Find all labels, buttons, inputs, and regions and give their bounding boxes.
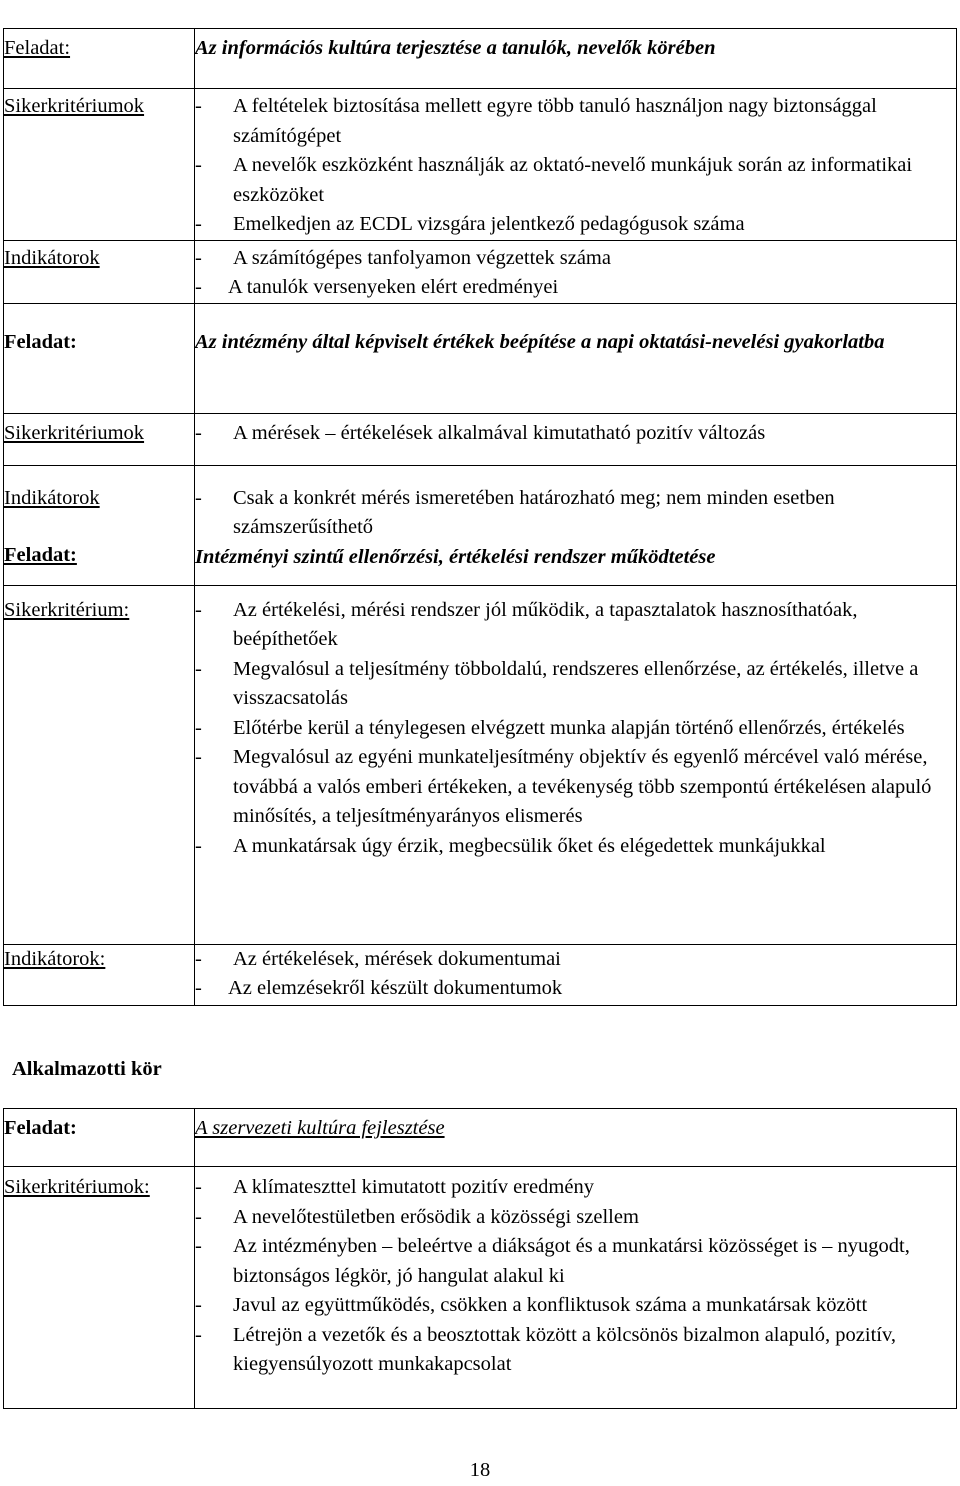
item-text: Az értékelések, mérések dokumentumai (233, 947, 561, 970)
table-row (4, 413, 957, 465)
row-label (4, 465, 195, 585)
item-text: A feltételek biztosítása mellett egyre több tanuló használjon nagy biztonsággal számítógépet (233, 95, 877, 147)
dash: - (195, 716, 202, 739)
item-text: Csak a konkrét mérés ismeretében határozható meg; nem minden esetben számszerűsíthető (233, 486, 835, 538)
row-label (4, 1109, 195, 1167)
item-text: Megvalósul a teljesítmény többoldalú, rendszeres ellenőrzése, az értékelés, illetve a visszacsatolás (233, 657, 919, 709)
list-item (195, 210, 956, 240)
dash: - (195, 213, 202, 235)
item-text: Az elemzésekről készült dokumentumok (228, 977, 563, 999)
row-label (4, 303, 195, 413)
list-item (195, 151, 956, 210)
list-item (195, 244, 956, 274)
dash: - (195, 1294, 202, 1316)
list-item (195, 1173, 956, 1203)
list-item (195, 1321, 956, 1380)
item-text: A nevelők eszközként használják az oktató-nevelő munkájuk során az informatikai eszközöket (233, 154, 913, 206)
row-label (4, 944, 195, 1005)
label-text: Feladat: (4, 330, 77, 353)
label-text: Sikerkritériumok (4, 95, 145, 117)
list-item (195, 1232, 956, 1291)
list-item (195, 974, 956, 1004)
section-heading: Alkalmazotti kör (12, 1058, 162, 1080)
criteria-list (195, 1167, 957, 1409)
table-row (4, 1167, 957, 1409)
criteria-list (195, 585, 957, 944)
dash: - (195, 947, 202, 970)
task-title: Az információs kultúra terjesztése a tanulók, nevelők körében (195, 29, 957, 89)
table-row (4, 585, 957, 944)
list-item (195, 655, 956, 714)
dash: - (195, 421, 202, 444)
item-text: Előtérbe kerül a ténylegesen elvégzett munka alapján történő ellenőrzés, értékelés (233, 716, 905, 739)
label-text: Feladat: (4, 544, 77, 566)
list-item (195, 92, 956, 151)
table-row (4, 29, 957, 89)
label-text: Sikerkritérium: (4, 598, 130, 621)
table-row (4, 465, 957, 585)
page-number: 18 (469, 1459, 491, 1481)
dash: - (195, 1205, 202, 1228)
list-item (195, 945, 956, 975)
task-title: Az intézmény által képviselt értékek beépítése a napi oktatási-nevelési gyakorlatba (195, 303, 957, 413)
label-text: Indikátorok (4, 246, 100, 269)
list-item (195, 743, 956, 832)
dash: - (195, 154, 202, 176)
row-label (4, 89, 195, 241)
indicator-list (195, 240, 957, 303)
label-text: Indikátorok: (4, 947, 106, 970)
indicator-list (195, 465, 957, 585)
item-text: Megvalósul az egyéni munkateljesítmény objektív és egyenlő mércével való mérése, továbbá a valós emberi értékeken, a tevékenység több szempontú értékelésen alapuló minősítés, a teljesítményarányos elismerés (233, 746, 932, 827)
item-text: Az intézményben – beleértve a diákságot és a munkatársi közösséget is – nyugodt, biztonságos légkör, jó hangulat alakul ki (233, 1235, 910, 1287)
row-label (4, 29, 195, 89)
indicator-list (195, 944, 957, 1005)
label-text: Sikerkritériumok (4, 421, 145, 444)
row-label (4, 585, 195, 944)
item-text: Javul az együttműködés, csökken a konfliktusok száma a munkatársak között (233, 1294, 868, 1316)
list-item (195, 832, 956, 862)
dash: - (195, 657, 202, 680)
item-text: A tanulók versenyeken elért eredményei (228, 276, 559, 298)
row-label (4, 240, 195, 303)
dash: - (195, 746, 202, 768)
table-row (4, 1109, 957, 1167)
list-item (195, 484, 956, 543)
dash: - (195, 276, 202, 298)
item-text: Létrejön a vezetők és a beosztottak között a kölcsönös bizalmon alapuló, pozitív, kiegyensúlyozott munkakapcsolat (233, 1323, 897, 1375)
label-text: Feladat: (4, 1117, 77, 1139)
dash: - (195, 1323, 202, 1346)
dash: - (195, 834, 202, 857)
table-row (4, 303, 957, 413)
task-title: Intézményi szintű ellenőrzési, értékelési rendszer működtetése (195, 545, 716, 568)
row-label (4, 1167, 195, 1409)
criteria-list (195, 89, 957, 241)
dash: - (195, 95, 202, 117)
dash: - (195, 977, 202, 999)
table-row (4, 89, 957, 241)
item-text: A munkatársak úgy érzik, megbecsülik őket és elégedettek munkájukkal (233, 834, 826, 857)
item-text: A klímateszttel kimutatott pozitív eredmény (233, 1176, 594, 1198)
dash: - (195, 598, 202, 621)
table-row (4, 944, 957, 1005)
list-item (195, 273, 956, 303)
criteria-list (195, 413, 957, 465)
item-text: A nevelőtestületben erősödik a közösségi szellem (233, 1205, 639, 1228)
dash: - (195, 1235, 202, 1257)
list-item (195, 1291, 956, 1321)
table-row (4, 240, 957, 303)
list-item (195, 596, 956, 655)
item-text: A mérések – értékelések alkalmával kimutatható pozitív változás (233, 421, 766, 444)
dash: - (195, 1176, 202, 1198)
title-text: A szervezeti kultúra fejlesztése (195, 1117, 445, 1139)
item-text: A számítógépes tanfolyamon végzettek száma (233, 246, 611, 269)
dash: - (195, 246, 202, 269)
label-text: Indikátorok (4, 486, 100, 509)
criteria-table-2 (3, 1108, 957, 1409)
item-text: Emelkedjen az ECDL vizsgára jelentkező pedagógusok száma (233, 213, 745, 235)
criteria-table-1 (3, 28, 957, 1006)
item-text: Az értékelési, mérési rendszer jól működik, a tapasztalatok hasznosíthatóak, beépíthetőek (233, 598, 858, 650)
list-item (195, 1203, 956, 1233)
row-label (4, 413, 195, 465)
list-item (195, 419, 956, 449)
task-title (195, 1109, 957, 1167)
label-text: Feladat: (4, 37, 71, 59)
dash: - (195, 486, 202, 509)
list-item (195, 714, 956, 744)
label-text: Sikerkritériumok: (4, 1176, 150, 1198)
